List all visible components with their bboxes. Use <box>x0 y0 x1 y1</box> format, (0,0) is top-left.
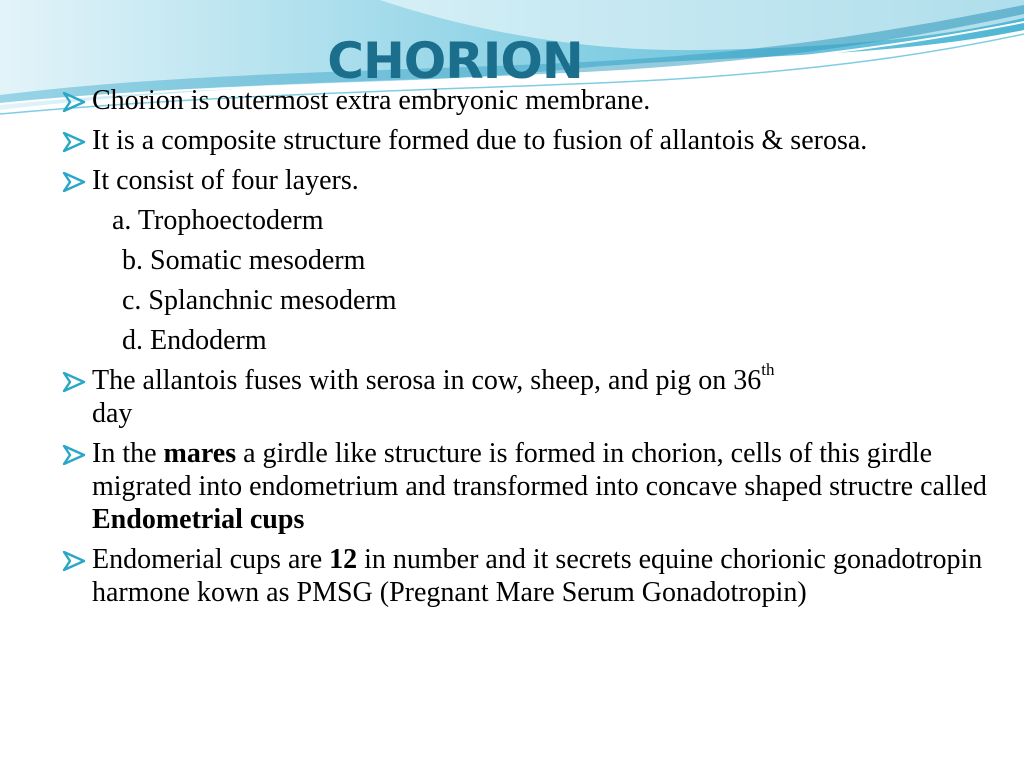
arrow-bullet-icon <box>62 92 86 112</box>
bullet-item <box>62 84 1007 117</box>
bullet-text: In the <box>92 438 164 469</box>
bullet-item <box>62 437 1007 536</box>
bullet-text: in number and it secrets equine chorionic gonadotropin harmone kown as PMSG (Pregnant Mare Serum Gonadotropin) <box>92 544 983 608</box>
superscript: th <box>761 360 775 379</box>
arrow-bullet-icon <box>62 132 86 152</box>
arrow-bullet-icon <box>62 445 86 465</box>
arrow-bullet-icon <box>62 172 86 192</box>
bullet-text: It is a composite structure formed due to fusion of allantois & serosa. <box>92 125 868 156</box>
layer-item: c. Splanchnic mesoderm <box>122 285 397 316</box>
bold-term: mares <box>163 438 237 469</box>
bullet-text: It consist of four layers. <box>92 165 359 196</box>
bullet-item <box>62 164 1007 197</box>
layer-item: b. Somatic mesoderm <box>122 245 366 276</box>
layer-item: a. Trophoectoderm <box>112 205 324 236</box>
bold-term: 12 <box>329 544 358 575</box>
bullet-text: Endomerial cups are <box>92 544 330 575</box>
bullet-text-end: day <box>92 398 133 429</box>
bullet-text: Chorion is outermost extra embryonic membrane. <box>92 85 651 116</box>
bold-term: Endometrial cups <box>92 504 305 535</box>
bullet-item <box>62 124 1007 157</box>
arrow-bullet-icon <box>62 551 86 571</box>
arrow-bullet-icon <box>62 372 86 392</box>
slide-body <box>62 84 1007 609</box>
slide-title: CHORION <box>327 32 583 90</box>
bullet-text: a girdle like structure is formed in chorion, cells of this girdle migrated into endometrium and transformed into concave shaped structre called <box>92 438 987 502</box>
bullet-item <box>62 543 1007 609</box>
layer-item: d. Endoderm <box>122 325 267 356</box>
bullet-text: The allantois fuses with serosa in cow, sheep, and pig on 36 <box>92 365 762 396</box>
bullet-item <box>62 360 1007 430</box>
